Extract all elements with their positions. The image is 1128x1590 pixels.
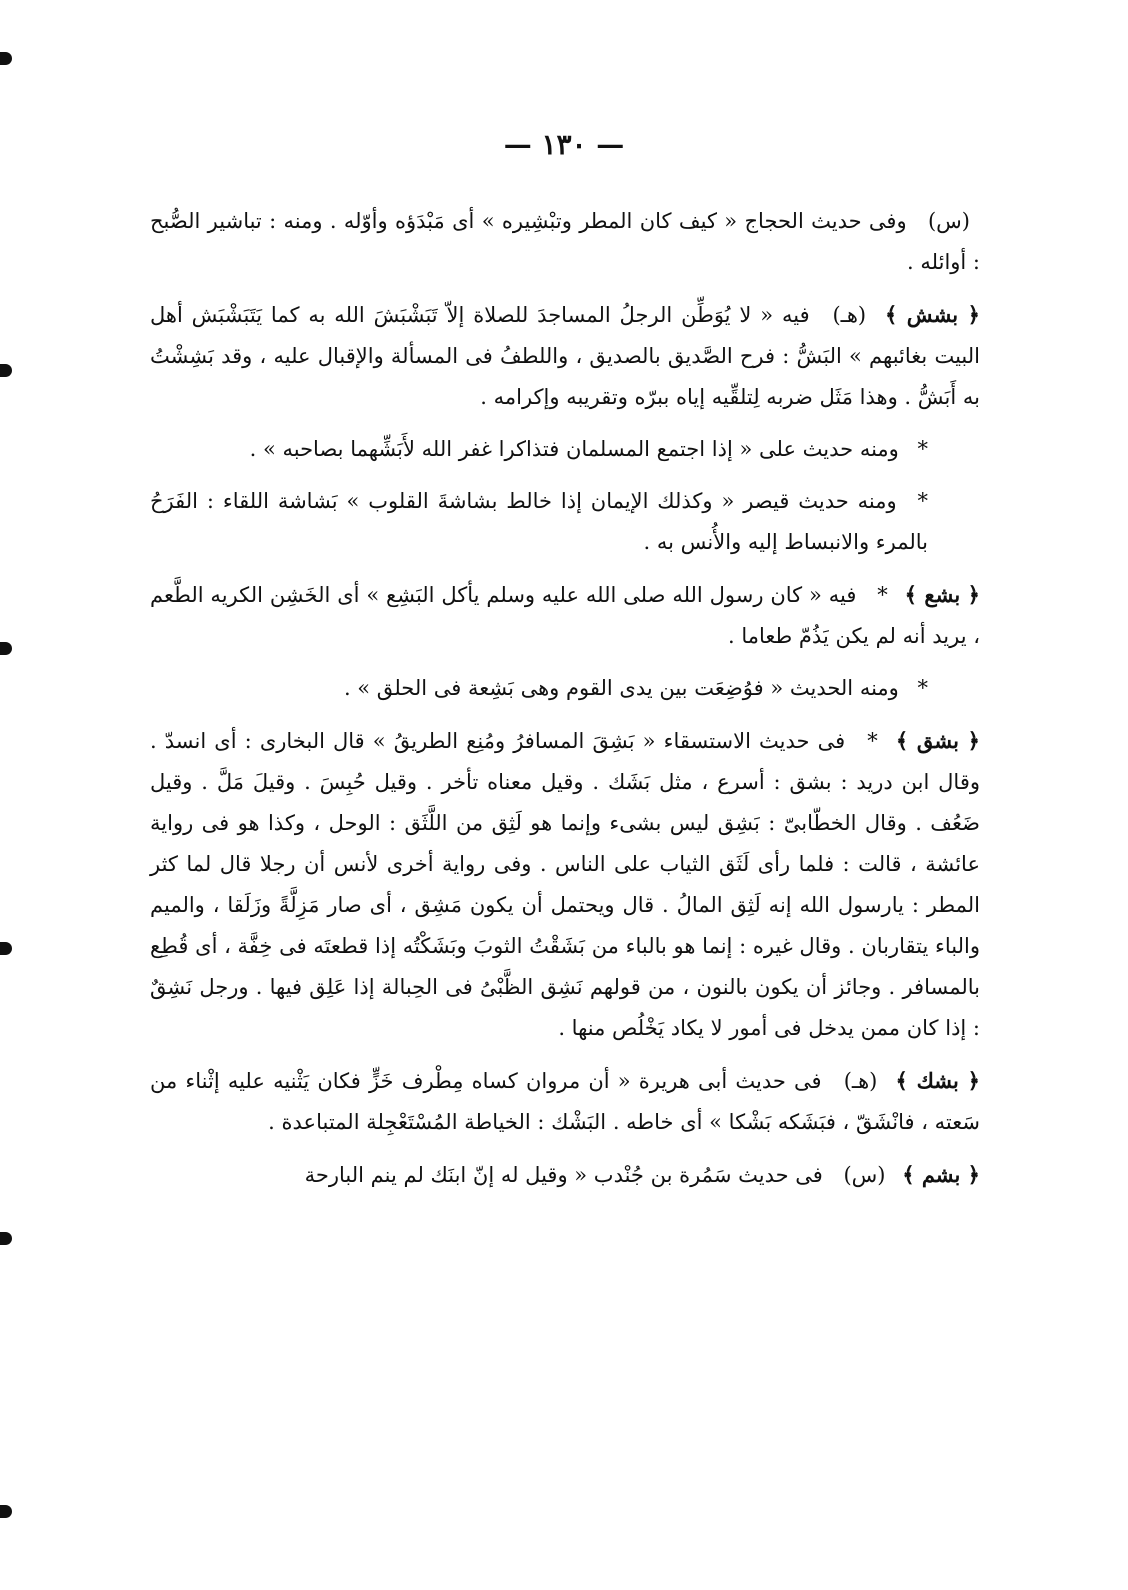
star-marker: *: [867, 729, 878, 753]
scan-edge-mark: [0, 1232, 12, 1245]
scan-edge-mark: [0, 942, 12, 955]
entry-text: فيه « لا يُوَطِّن الرجلُ المساجدَ للصلاة إلاّ تَبَشْبَشَ الله به كما يَتَبَشْبَش أهل البيت بغائبهم » البَشُّ : فرح الصَّديق بالصديق ، واللطفُ فى المسألة والإقبال عليه ، وقد بَشِشْتُ به أَبَشُّ . وهذا مَثَل ضربه لِتلقِّيه إياه ببرّه وتقريبه وإكرامه .: [150, 303, 980, 409]
entry-paragraph: [150, 481, 980, 563]
main-text: [150, 200, 980, 1207]
scan-edge-mark: [0, 1505, 12, 1518]
entry-paragraph: [150, 294, 980, 418]
entry-text: فى حديث الاستسقاء « بَشِقَ المسافرُ ومُنِع الطريقُ » قال البخارى : أى انسدّ . وقال ابن دريد : بشق : أسرع ، مثل بَشَك . وقيل معناه تأخر . وقيل حُبِسَ . وقيلَ مَلَّ . وقيل ضَعُف . وقال الخطّابىّ : بَشِق ليس بشىء وإنما هو لَثِق من اللَّثَق : الوحل ، وكذا هو فى رواية عائشة ، قالت : فلما رأى لَثَق الثياب على الناس . وفى رواية أخرى لأنس أن رجلا قال لما كثر المطر : يارسول الله إنه لَثِق المالُ . قال ويحتمل أن يكون مَشِق ، أى صار مَزِلَّةً وزَلَقا ، والميم والباء يتقاربان . وقال غيره : إنما هو بالباء من بَشَقْتُ الثوبَ وبَشَكْتُه إذا قطعتَه فى خِفَّة ، أى قُطِع بالمسافر . وجائز أن يكون بالنون ، من قولهم نَشِق الظَّبْىُ فى الحِبالة إذا عَلِق فيها . ورجل نَشِقٌ : إذا كان ممن يدخل فى أمور لا يكاد يَخْلُص منها .: [150, 729, 980, 1040]
source-marker: (هـ): [843, 1069, 878, 1093]
entry-text: فى حديث أبى هريرة « أن مروان كساه مِطْرف خَزٍّ فكان يَثْنيه عليه إثْناء من سَعته ، فانْشَقّ ، فبَشَكه بَشْكا » أى خاطه . البَشْك : الخياطة المُسْتَعْجِلة المتباعدة .: [150, 1069, 980, 1134]
entry-headword: ﴿ بشع ﴾: [904, 582, 980, 607]
entry-paragraph: [150, 1060, 980, 1143]
source-marker: (هـ): [832, 303, 867, 327]
entry-text: ومنه حديث قيصر « وكذلك الإيمان إذا خالط بشاشةَ القلوب » بَشاشة اللقاء : الفَرَحُ بالمرء والانبساط إليه والأُنس به .: [150, 489, 928, 554]
entry-paragraph: [150, 720, 980, 1049]
entry-headword: ﴿ بشم ﴾: [902, 1162, 980, 1187]
entry-paragraph: [150, 200, 980, 283]
scan-edge-mark: [0, 52, 12, 65]
entry-text: وفى حديث الحجاج « كيف كان المطر وتبْشِيره » أى مَبْدَؤه وأوّله . ومنه : تباشير الصُّبح : أوائله .: [150, 209, 980, 274]
entry-paragraph: [150, 668, 980, 709]
entry-text: فيه « كان رسول الله صلى الله عليه وسلم يأكل البَشِع » أى الخَشِن الكريه الطَّعم ، يريد أنه لم يكن يَذُمّ طعاما .: [150, 583, 980, 648]
star-marker: *: [917, 437, 928, 461]
entry-headword: ﴿ بشش ﴾: [884, 302, 980, 327]
entry-paragraph: [150, 429, 980, 470]
entry-headword: ﴿ بشك ﴾: [895, 1068, 980, 1093]
star-marker: *: [877, 583, 888, 607]
entry-paragraph: [150, 574, 980, 657]
scan-edge-mark: [0, 364, 12, 377]
scan-edge-mark: [0, 642, 12, 655]
entry-text: فى حديث سَمُرة بن جُنْدب « وقيل له إنّ ابنَك لم ينم البارحة: [304, 1163, 823, 1187]
page-number: — ١٣٠ —: [503, 128, 625, 161]
entry-text: ومنه حديث على « إذا اجتمع المسلمان فتذاكرا غفر الله لأَبَشِّهما بصاحبه » .: [249, 437, 899, 461]
entry-text: ومنه الحديث « فوُضِعَت بين يدى القوم وهى بَشِعة فى الحلق » .: [343, 676, 899, 700]
source-marker: (س): [843, 1163, 886, 1187]
star-marker: *: [917, 489, 928, 513]
star-marker: *: [917, 676, 928, 700]
source-marker: (س): [927, 209, 970, 233]
entry-paragraph: [150, 1154, 980, 1196]
entry-headword: ﴿ بشق ﴾: [895, 728, 980, 753]
